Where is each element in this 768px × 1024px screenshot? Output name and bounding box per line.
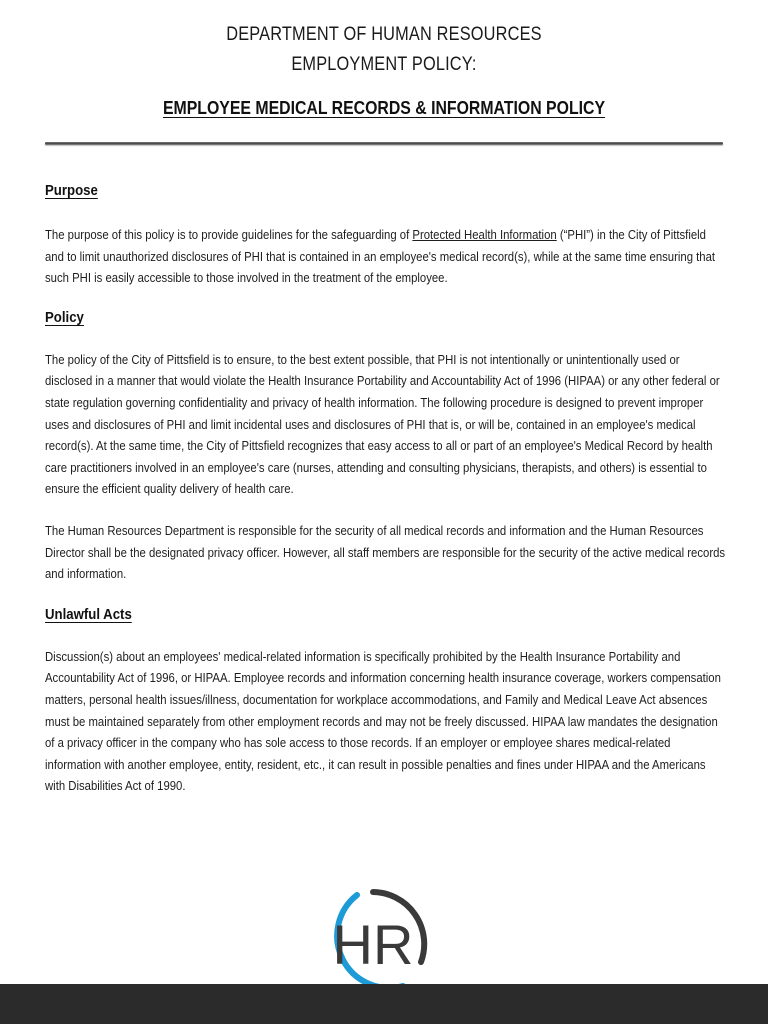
policy-paragraph-1: The policy of the City of Pittsfield is to ensure, to the best extent possible, that PHI is not intentionally or unintentionally used or disclosed in a manner that would violate the Health Insurance Portability and Accountability Act of 1996 (HIPAA) or any other federal or state regulation governing confidentiality and privacy of health information. The following procedure is designed to prevent improper uses and disclosures of PHI and limit incidental uses and disclosures of PHI that is, or will be, contained in an employee's medical record(s). At the same time, the City of Pittsfield recognizes that easy access to all or part of an employee's Medical Record by health care practitioners involved in an employee's care (nurses, attending and consulting physicians, therapists, and others) is essential to ensure the efficient quality delivery of health care. <box>45 351 720 497</box>
header-divider <box>45 142 723 145</box>
phi-link[interactable]: Protected Health Information <box>412 227 557 242</box>
unlawful-acts-paragraph: Discussion(s) about an employees' medical-related information is specifically prohibited by the Health Insurance Portability and Accountability Act of 1996, or HIPAA. Employee records and information concerning health insurance coverage, workers compensation matters, personal health issues/illness, documentation for workplace accommodations, and Family and Medical Leave Act absences must be maintained separately from other employment records and may not be freely discussed. HIPAA law mandates the designation of a privacy officer in the company who has sole access to those records. If an employer or employee shares medical-related information with another employee, entity, resident, etc., it can result in possible penalties and fines under HIPAA and the Americans with Disabilities Act of 1990. <box>45 648 721 794</box>
policy-heading: Policy <box>45 308 84 326</box>
policy-paragraph-2: The Human Resources Department is responsible for the security of all medical records and information and the Human Resources Director shall be the designated privacy officer. However, all staff members are responsible for the security of the active medical records and information. <box>45 522 726 582</box>
purpose-paragraph <box>45 224 725 289</box>
document-body <box>45 178 725 797</box>
logo-lettering: HR <box>332 913 414 976</box>
purpose-heading: Purpose <box>45 182 98 199</box>
purpose-text-start: The purpose of this policy is to provide guidelines for the safeguarding of <box>45 227 413 242</box>
purpose-text-end: (“PHI”) in the City of Pittsfield and to limit unauthorized disclosures of PHI that is contained in an employee's medical record(s), while at the same time ensuring that such PHI is easily accessible to those involved in the treatment of the employee. <box>45 227 716 286</box>
unlawful-acts-heading: Unlawful Acts <box>45 605 132 623</box>
footer-bar <box>0 984 768 1024</box>
policy-type-title: EMPLOYMENT POLICY: <box>291 54 477 75</box>
document-title: EMPLOYEE MEDICAL RECORDS & INFORMATION POLICY <box>162 98 606 118</box>
document-header <box>0 20 768 119</box>
department-title: DEPARTMENT OF HUMAN RESOURCES <box>226 24 542 45</box>
